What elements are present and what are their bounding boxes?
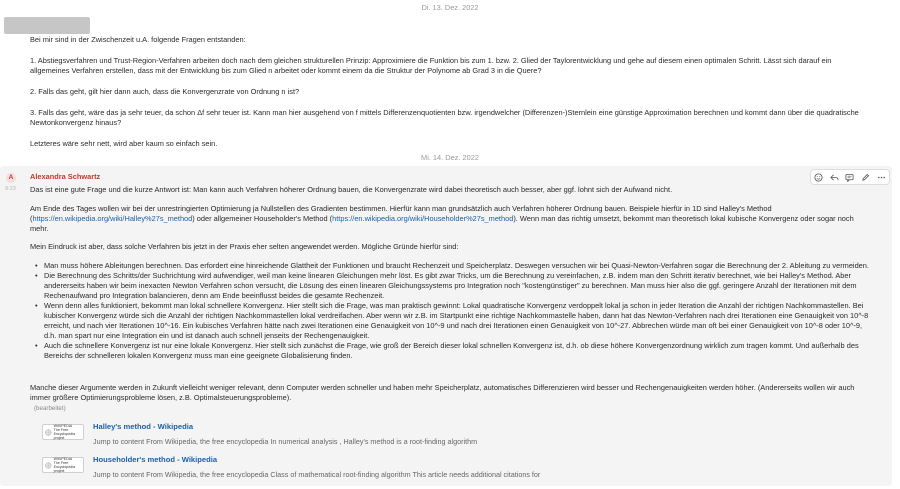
wikipedia-logo-subtext: The Free Encyclopedia project (53, 428, 76, 440)
question-3-text: 3. Falls das geht, wäre das ja sehr teuer, da schon Δf sehr teuer ist. Kann man hier ausgehend von f mittels Differenzenquotienten bzw. irgendwelcher (Differenzen-)Sternlein eine günstige Approximation berechnen und kommt dann über die quadratische Newtonkonvergenz hinaus? (30, 108, 859, 127)
reply-paragraph-3 (30, 242, 880, 252)
reply-p1-text: Das ist eine gute Frage und die kurze Antwort ist: Man kann auch Verfahren höherer Ordnung bauen, die Konvergenzrate wird dabei theoretisch auch besser, aber ggf. lohnt sich der Aufwand nicht. (30, 185, 673, 194)
more-icon[interactable] (875, 171, 887, 183)
wikipedia-logo-text: WIKIPEDIA (53, 457, 73, 461)
wikipedia-logo-subtext: The Free Encyclopedia project (53, 461, 76, 473)
message-greeting: Bei mir sind in der Zwischenzeit u.A. folgende Fragen entstanden: (30, 35, 246, 44)
closing-text: Letzteres wäre sehr nett, wird aber kaum so einfach sein. (30, 139, 218, 148)
list-item: • Man muss höhere Ableitungen berechnen. Das erfordert eine hinreichende Glattheit der Funktionen und braucht Rechenzeit und Speicherplatz. Deswegen versuchen wir bei Quasi-Newton-Verfahren sogar die Berechnung der 2. Ableitung zu vermeiden. (30, 261, 875, 271)
reply-p2-text (30, 204, 860, 234)
wikipedia-globe-icon (45, 460, 52, 471)
message-body (30, 35, 870, 45)
link-preview-halley[interactable] (42, 422, 842, 452)
list-item: • Die Berechnung des Schritts/der Suchrichtung wird aufwendiger, weil man keine linearen Gleichungen mehr löst. Es gibt zwar Tricks, um die Berechnung zu vereinfachen, z.B. indem man den Schritt iterativ berechnet, wie bei Halley's Method. Aber andererseits haben wir beim inexacten Newton Verfahren schon versucht, die Lösung des einen linearen Gleichungssystems pro Integration noch "kostengünstiger" zu berechnen. Man muss hier also die ggf. geringere Anzahl der Iterationen mit dem Rechenaufwand pro Integration balancieren, denn am Ende beeinflusst beides die gesamte Rechenzeit. (30, 271, 875, 301)
message-question-3 (30, 108, 870, 128)
message-question-1 (30, 56, 870, 76)
wikipedia-logo (42, 424, 84, 440)
question-1-text: 1. Abstiegsverfahren und Trust-Region-Verfahren arbeiten doch nach dem gleichen strukturellen Prinzip: Approximiere die Funktion bis zum 1. bzw. 2. Glied der Taylorentwicklung und gehe auf diesem einen optimalen Schritt. Lässt sich darauf ein allgemeines Verfahren erstellen, dass mit der Entwicklung bis zum Glied n arbeitet oder kommt einem da die Struktur der Polynome ab Grad 3 in die Quere? (30, 56, 832, 75)
reply-paragraph-1 (30, 185, 880, 195)
redacted-sender (4, 17, 90, 34)
link-preview-householder[interactable] (42, 455, 842, 485)
householder-link[interactable]: https://en.wikipedia.org/wiki/Householder%27s_method (332, 214, 514, 223)
halley-link[interactable]: https://en.wikipedia.org/wiki/Halley%27s_method (32, 214, 193, 223)
message-question-2 (30, 87, 870, 97)
reply-p2-part-a: Am Ende des Tages wollen wir bei der unrestringierten Optimierung ja Nullstellen des Gradienten bestimmen. Hierfür kann man grundsätzlich auch Verfahren höherer Ordnung bauen. Beispiele hierfür in 1D sind Halley's Method ( (30, 204, 772, 223)
edit-icon[interactable] (860, 171, 872, 183)
reply-p2-part-b: ) oder allgemeiner Householder's Method ( (192, 214, 333, 223)
reply-icon[interactable] (828, 171, 840, 183)
list-item: • Auch die schnellere Konvergenz ist nur eine lokale Konvergenz. Hier stellt sich zunächst die Frage, wie groß der Bereich dieser lokal schnellen Konvergenz ist, d.h. ob diese höhere Konvergenzordnung wirklich zum tragen kommt. Und außerhalb des Bereichs der schnelleren lokalen Konvergenz muss man eine geeignete Globalisierung finden. (30, 341, 875, 361)
preview-title[interactable]: Householder's method - Wikipedia (93, 455, 218, 464)
reason-list (30, 261, 875, 361)
wikipedia-logo-text: WIKIPEDIA (53, 424, 73, 428)
reply-paragraph-2 (30, 204, 860, 234)
avatar[interactable]: A (6, 173, 16, 183)
preview-description: Jump to content From Wikipedia, the free encyclopedia Class of mathematical root-finding algorithm This article needs additional citations for (93, 470, 541, 479)
message-time: 9:23 (5, 186, 16, 192)
preview-title[interactable]: Halley's method - Wikipedia (93, 422, 194, 431)
reply-p2-part-c: ). Wenn man das richtig umsetzt, bekommt man theoretisch lokal kubische Konvergenz oder sogar noch mehr. (30, 214, 854, 233)
date-separator: Di. 13. Dez. 2022 (421, 3, 479, 12)
date-separator: Mi. 14. Dez. 2022 (421, 153, 479, 162)
wikipedia-logo (42, 457, 84, 473)
thread-icon[interactable] (844, 171, 856, 183)
author-name[interactable]: Alexandra Schwartz (30, 172, 101, 181)
question-2-text: 2. Falls das geht, gilt hier dann auch, dass die Konvergenzrate von Ordnung n ist? (30, 87, 300, 96)
list-item: • Wenn denn alles funktioniert, bekommt man lokal schnellere Konvergenz. Hier stellt sich die Frage, was man praktisch gewinnt: Lokal quadratische Konvergenz verdoppelt lokal ja schon in jeder Iteration die Anzahl der richtigen Nachkommastellen. Bei kubischer Konvergenz würde sich die Anzahl der richtigen Nachkommastellen lokal verdreifachen. Aber wenn wir z.B. im Startpunkt eine richtige Nachkommastelle haben, dann hat das Newton-Verfahren nach drei Iterationen eine Genauigkeit von 10^-8 erreicht, und nach vier Iterationen 10^-16. Ein kubisches Verfahren hätte nach zwei Iterationen eine Genauigkeit von 10^-9 und nach drei Iterationen einen Genauigkeit von 10^-27. Abbrechen würde man oft bei einer Genauigkeit von 10^-8 oder 10^-9, d.h. man spart nur eine Integration ein und ist danach auch schnell jenseits der Rechengenauigkeit. (30, 301, 875, 341)
message-closing (30, 139, 870, 149)
wikipedia-globe-icon (45, 427, 52, 438)
preview-description: Jump to content From Wikipedia, the free encyclopedia In numerical analysis , Halley's method is a root-finding algorithm (93, 437, 478, 446)
message-actions-toolbar (810, 169, 890, 185)
edited-label: (bearbeitet) (34, 405, 66, 412)
reply-p3-text: Mein Eindruck ist aber, dass solche Verfahren bis jetzt in der Praxis eher selten angewendet werden. Mögliche Gründe hierfür sind: (30, 242, 459, 251)
reply-paragraph-4 (30, 383, 870, 403)
reply-p4-text: Manche dieser Argumente werden in Zukunft vielleicht weniger relevant, denn Computer werden schneller und haben mehr Speicherplatz, automatisches Differenzieren wird besser und Rechengenauigkeiten werden höher. (Andererseits wollen wir auch immer größere Optimierungsprobleme lösen, z.B. Optimalsteuerungsprobleme). (30, 383, 855, 402)
emoji-reaction-icon[interactable] (813, 171, 825, 183)
